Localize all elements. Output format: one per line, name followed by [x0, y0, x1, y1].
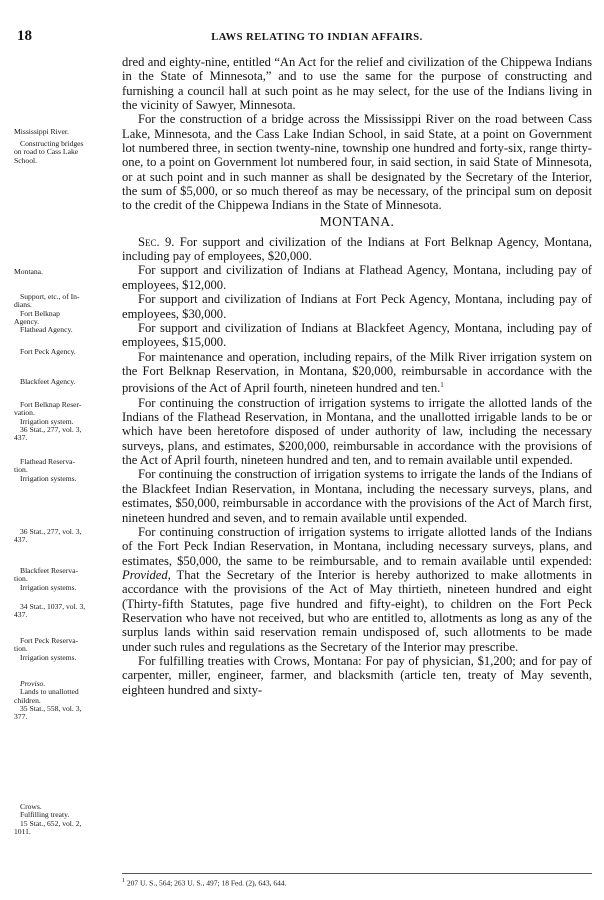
margin-note-bridges: Constructing bridges on road to Cass Lake School.	[14, 139, 84, 165]
margin-note-fort-peck-reservation: Fort Peck Reserva- tion. Irrigation systems.	[14, 636, 79, 662]
paragraph-chippewa: dred and eighty-nine, entitled “An Act for the relief and civilization of the Chippewa Indians in the State of Minnesota,” and to use the same for the purpose of constructing and furnishing a council hall at such point as he may select, for the use of the Indians living in the vicinity of Sawyer, Minnesota.	[122, 55, 592, 113]
section-number: Sec. 9.	[138, 234, 175, 249]
footnote	[122, 873, 592, 888]
margin-note-fort-peck-agency: Fort Peck Agency.	[20, 347, 76, 356]
footnote-text: 207 U. S., 564; 263 U. S., 497; 18 Fed. (2), 643, 644.	[125, 878, 287, 888]
footnote-marker: 1	[122, 878, 125, 884]
margin-note-fort-belknap-reservation: Fort Belknap Reser- vation. Irrigation system. 36 Stat., 277, vol. 3, 437.	[14, 400, 82, 443]
paragraph-fort-belknap-agency: Sec. 9. For support and civilization of the Indians at Fort Belknap Agency, Montana, including pay of employees, $20,000.	[122, 234, 592, 264]
margin-note-proviso: Proviso. Lands to unallotted children. 35 Stat., 558, vol. 3, 377.	[14, 679, 82, 722]
footnote-ref: 1	[440, 381, 444, 390]
paragraph-fort-peck-agency: For support and civilization of Indians at Fort Peck Agency, Montana, including pay of employees, $30,000.	[122, 292, 592, 321]
paragraph-flathead-irrigation: For continuing the construction of irrigation systems to irrigate the allotted lands of the Indians of the Flathead Reservation, in Montana, and the unallotted irrigable lands to be or which have been heretofore disposed of under authority of law, including the necessary surveys, plans, and estimates, $200,000, reimbursable in accordance with the provisions of the Act of April fourth, nineteen hundred and ten, and to remain available until expended.	[122, 395, 592, 468]
body-text	[122, 55, 592, 697]
paragraph-flathead-agency: For support and civilization of Indians at Flathead Agency, Montana, including pay of employees, $12,000.	[122, 263, 592, 292]
margin-note-stat-36: 36 Stat., 277, vol. 3, 437.	[14, 527, 82, 545]
paragraph-blackfeet-agency: For support and civilization of Indians at Blackfeet Agency, Montana, including pay of employees, $15,000.	[122, 320, 592, 350]
paragraph-mississippi-bridge: For the construction of a bridge across the Mississippi River on the road between Cass Lake, Minnesota, and the Cass Lake Indian School, in said State, at a point on Government lot numbered three, in section twenty-nine, township one hundred and forty-six, range thirty-one, to a point on Government lot numbered four, in said section, in said State of Minnesota, or at such point and in such manner as shall be designated by the Secretary of the Interior, the sum of $5,000, or so much thereof as may be necessary, of the principal sum on deposit to the credit of the Chippewa Indians in the State of Minnesota.	[122, 112, 592, 213]
margin-note-stat-34: 34 Stat., 1037, vol. 3, 437.	[14, 602, 86, 620]
section-heading-montana: MONTANA.	[319, 213, 395, 229]
margin-note-mississippi: Mississippi River.	[14, 127, 69, 136]
margin-note-crows: Crows. Fulfilling treaty. 15 Stat., 652, vol. 2, 1011.	[14, 802, 82, 836]
margin-note-blackfeet-agency: Blackfeet Agency.	[20, 377, 76, 386]
paragraph-crows-treaty: For fulfilling treaties with Crows, Montana: For pay of physician, $1,200; and for pay of carpenter, miller, engineer, farmer, and blacksmith (article ten, treaty of May seventh, eighteen hundred and sixty-	[122, 653, 592, 697]
paragraph-blackfeet-irrigation: For continuing the construction of irrigation systems to irrigate the lands of the Indians of the Blackfeet Indian Reservation, in Montana, including the necessary surveys, plans, and estimates, $50,000, reimbursable in accordance with the provisions of the Act of March first, nineteen hundred and seven, and to remain available until expended.	[122, 467, 592, 525]
proviso-word: Provided,	[122, 567, 171, 582]
margin-note-support: Support, etc., of In- dians. Fort Belknap Agency. Flathead Agency.	[14, 292, 80, 335]
margin-note-montana: Montana.	[14, 267, 43, 276]
paragraph-milk-river-irrigation: For maintenance and operation, including repairs, of the Milk River irrigation system on the Fort Belknap Reservation, in Montana, $20,000, reimbursable in accordance with the provisions of the Act of April fourth, nineteen hundred and ten.$^1$	[122, 349, 592, 396]
margin-note-blackfeet-reservation: Blackfeet Reserva- tion. Irrigation systems.	[14, 566, 78, 592]
running-title: LAWS RELATING TO INDIAN AFFAIRS.	[211, 32, 423, 43]
page-number: 18	[17, 28, 32, 44]
margin-note-flathead-reservation: Flathead Reserva- tion. Irrigation systems.	[14, 457, 77, 483]
paragraph-fort-peck-irrigation: For continuing construction of irrigation systems to irrigate allotted lands of the Indians of the Fort Peck Indian Reservation, in Montana, including necessary surveys, plans, and estimates, $50,000, the same to be reimbursable, and to remain available until expended: Provided, That the Secretary of the Interior is hereby authorized to make allotments in accordance with the provisions of the Act of May thirtieth, nineteen hundred and eight (Thirty-fifth Statutes, page five hundred and fifty-eight), to children on the Fort Peck Reservation who have not received, but who are entitled to, allotments as long as any of the surplus lands within said reservation remain undisposed of, such allotments to be made under such rules and regulations as the Secretary of the Interior may prescribe.	[122, 524, 592, 654]
